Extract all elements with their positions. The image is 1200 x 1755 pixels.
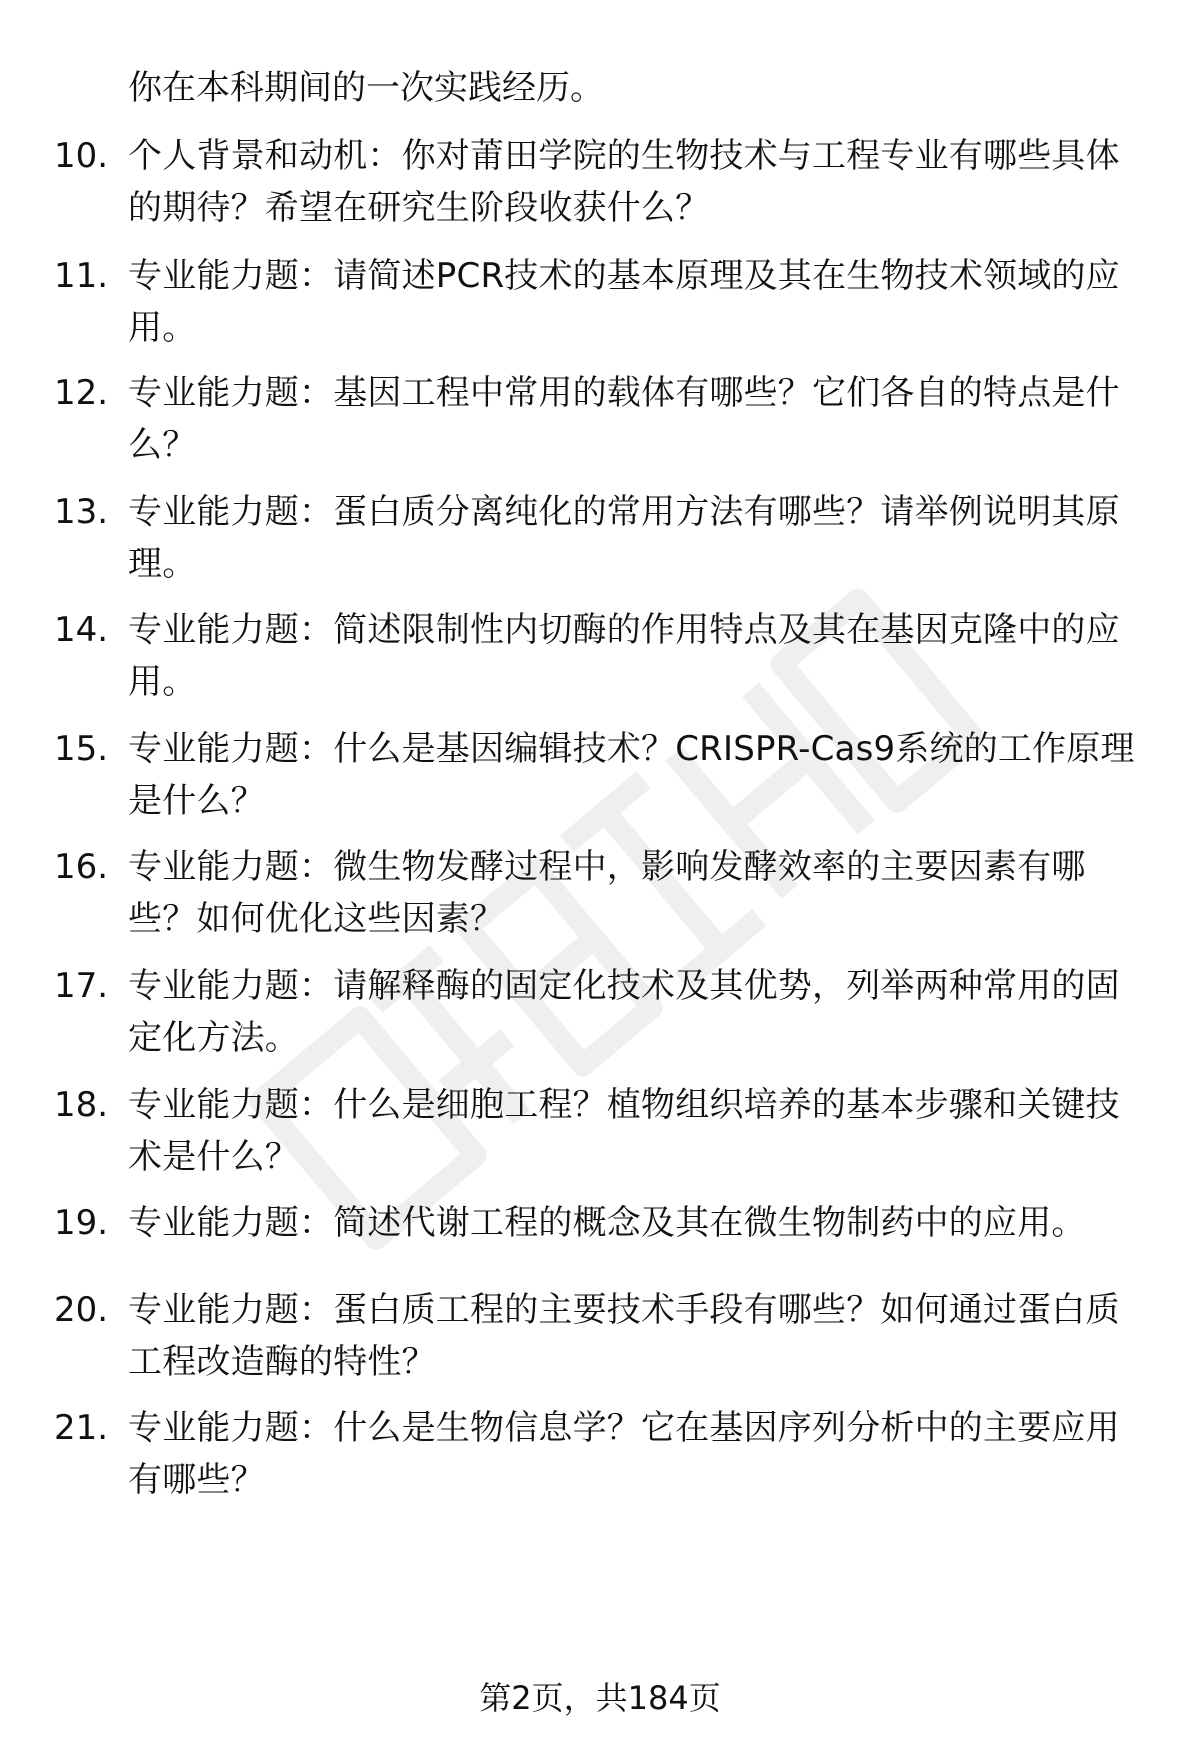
- question-number: 10.: [54, 136, 109, 176]
- question-number: 17.: [54, 966, 109, 1006]
- question-text: 专业能力题：蛋白质分离纯化的常用方法有哪些？请举例说明其原理。: [128, 492, 1120, 584]
- question-text: 专业能力题：微生物发酵过程中，影响发酵效率的主要因素有哪些？如何优化这些因素？: [128, 847, 1086, 939]
- question-item: [0, 1402, 1200, 1512]
- question-text: 专业能力题：基因工程中常用的载体有哪些？它们各自的特点是什么？: [128, 373, 1120, 465]
- question-number: 15.: [54, 729, 109, 769]
- question-item: [0, 604, 1200, 714]
- question-text: 个人背景和动机：你对莆田学院的生物技术与工程专业有哪些具体的期待？希望在研究生阶段收获什么？: [128, 136, 1120, 228]
- question-text: 专业能力题：简述限制性内切酶的作用特点及其在基因克隆中的应用。: [128, 610, 1120, 702]
- question-number: 18.: [54, 1085, 109, 1125]
- question-item: [0, 723, 1200, 833]
- question-item: [0, 1079, 1200, 1189]
- question-number: 11.: [54, 256, 109, 296]
- question-text: 专业能力题：蛋白质工程的主要技术手段有哪些？如何通过蛋白质工程改造酶的特性？: [128, 1290, 1120, 1382]
- question-number: 13.: [54, 492, 109, 532]
- question-number: 16.: [54, 847, 109, 887]
- question-item: [0, 960, 1200, 1070]
- question-number: 12.: [54, 373, 109, 413]
- question-item: [0, 841, 1200, 951]
- question-number: 14.: [54, 610, 109, 650]
- page-footer: 第2页，共184页: [479, 1679, 721, 1717]
- question-item: [0, 250, 1200, 360]
- question-number: 20.: [54, 1290, 109, 1330]
- question-text: 专业能力题：什么是基因编辑技术？CRISPR-Cas9系统的工作原理是什么？: [128, 729, 1135, 821]
- continuation-line: 你在本科期间的一次实践经历。: [128, 68, 604, 108]
- question-number: 21.: [54, 1408, 109, 1448]
- question-item: [0, 367, 1200, 477]
- question-text: 专业能力题：请解释酶的固定化技术及其优势，列举两种常用的固定化方法。: [128, 966, 1120, 1058]
- question-text: 专业能力题：简述代谢工程的概念及其在微生物制药中的应用。: [128, 1203, 1086, 1243]
- question-text: 专业能力题：什么是生物信息学？它在基因序列分析中的主要应用有哪些？: [128, 1408, 1120, 1500]
- question-item: [0, 486, 1200, 596]
- question-item: [0, 1284, 1200, 1394]
- question-number: 19.: [54, 1203, 109, 1243]
- question-item: [0, 130, 1200, 240]
- question-text: 专业能力题：请简述PCR技术的基本原理及其在生物技术领域的应用。: [128, 256, 1120, 348]
- question-text: 专业能力题：什么是细胞工程？植物组织培养的基本步骤和关键技术是什么？: [128, 1085, 1120, 1177]
